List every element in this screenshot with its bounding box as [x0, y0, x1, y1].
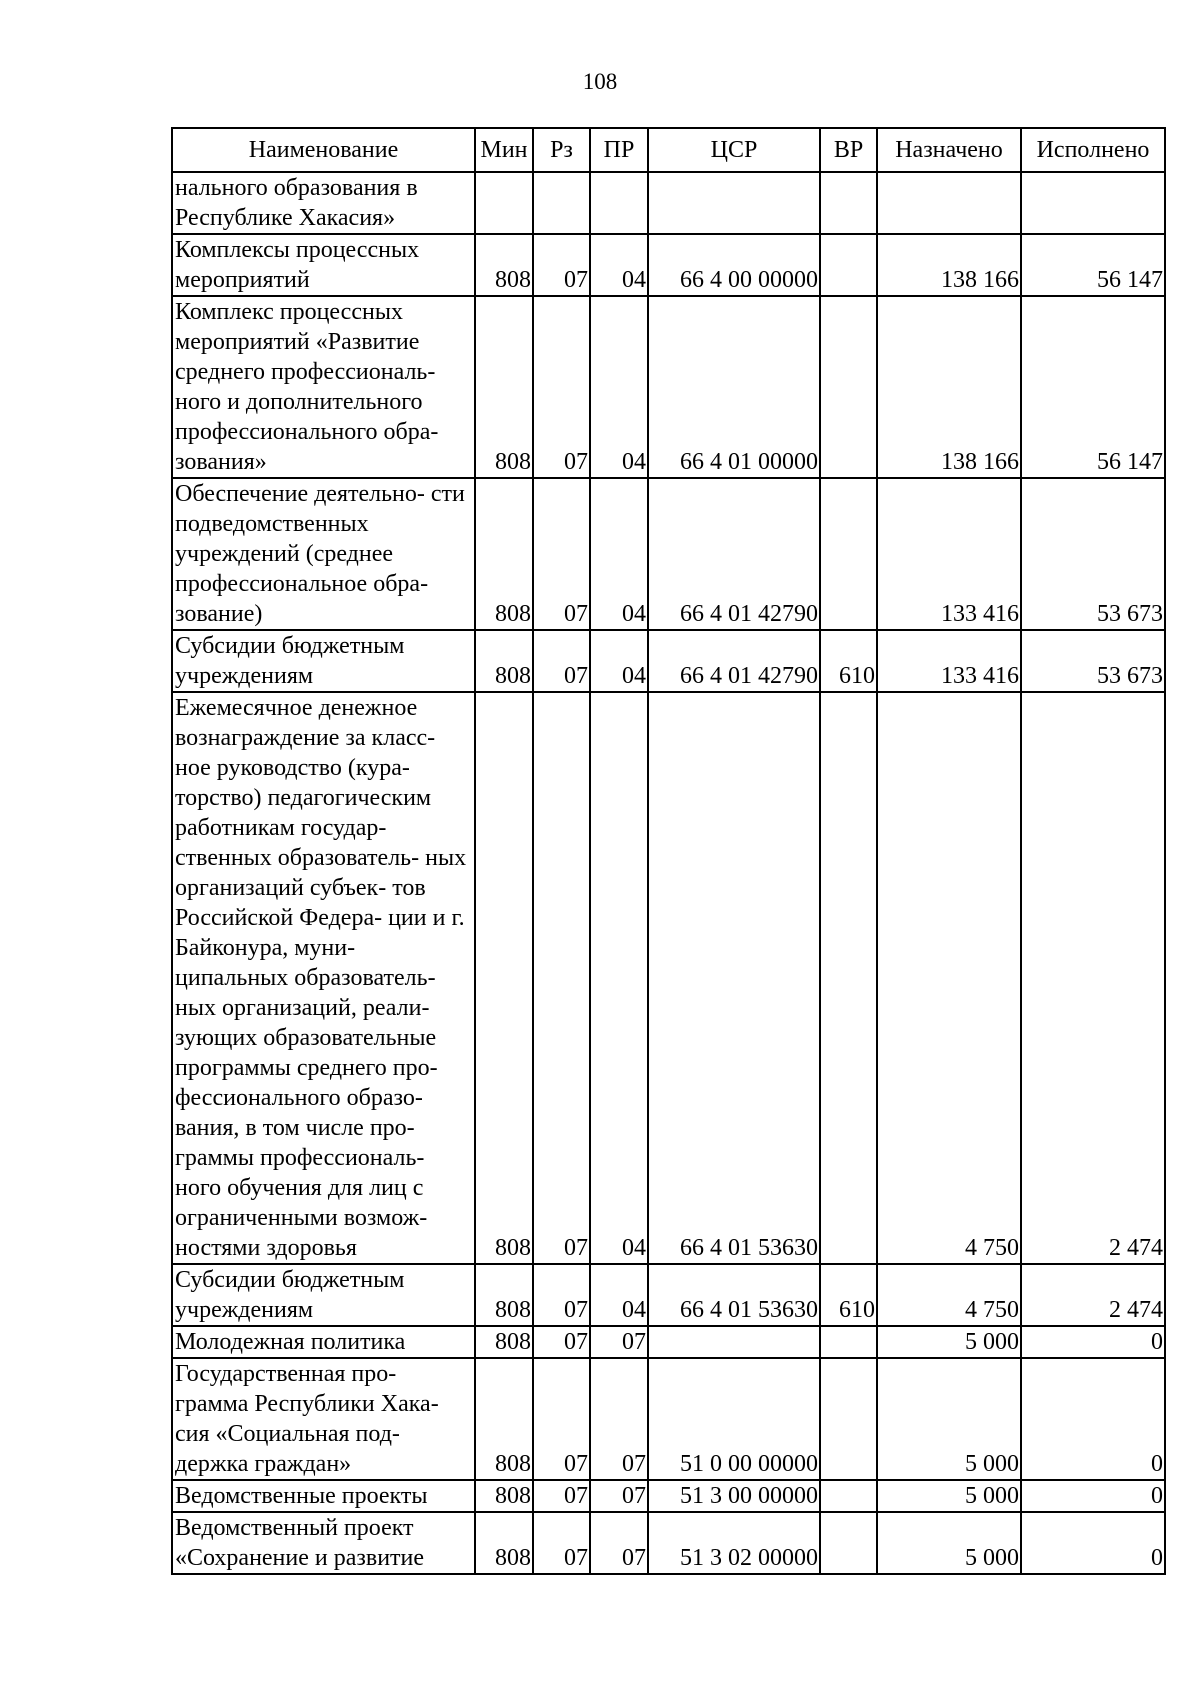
table-body — [172, 172, 1165, 1574]
cell-assigned: 5 000 — [877, 1512, 1021, 1574]
cell-name: Субсидии бюджетным учреждениям — [172, 630, 475, 692]
cell-assigned: 133 416 — [877, 478, 1021, 630]
cell-rz: 07 — [533, 1480, 590, 1512]
table-row — [172, 692, 1165, 1264]
cell-pr: 07 — [590, 1326, 648, 1358]
table-row — [172, 478, 1165, 630]
cell-csr — [648, 172, 820, 234]
table-row — [172, 1326, 1165, 1358]
cell-pr: 04 — [590, 478, 648, 630]
cell-name: Комплексы процессных мероприятий — [172, 234, 475, 296]
cell-name: Ведомственные проекты — [172, 1480, 475, 1512]
cell-executed: 2 474 — [1021, 692, 1165, 1264]
cell-executed: 53 673 — [1021, 478, 1165, 630]
cell-vr — [820, 692, 877, 1264]
cell-min: 808 — [475, 296, 533, 478]
cell-pr — [590, 172, 648, 234]
cell-vr: 610 — [820, 1264, 877, 1326]
budget-table — [171, 127, 1166, 1575]
cell-min: 808 — [475, 630, 533, 692]
table-row — [172, 1358, 1165, 1480]
cell-csr: 66 4 01 42790 — [648, 630, 820, 692]
page-number: 108 — [582, 69, 618, 94]
cell-min: 808 — [475, 478, 533, 630]
cell-assigned: 4 750 — [877, 1264, 1021, 1326]
cell-csr: 66 4 01 00000 — [648, 296, 820, 478]
cell-assigned — [877, 172, 1021, 234]
cell-min: 808 — [475, 1264, 533, 1326]
cell-vr — [820, 1358, 877, 1480]
cell-assigned: 138 166 — [877, 234, 1021, 296]
cell-min: 808 — [475, 692, 533, 1264]
cell-min: 808 — [475, 1480, 533, 1512]
table-row — [172, 1512, 1165, 1574]
table-row — [172, 630, 1165, 692]
cell-min: 808 — [475, 1326, 533, 1358]
cell-pr: 07 — [590, 1480, 648, 1512]
cell-rz: 07 — [533, 478, 590, 630]
header-pr: ПР — [590, 128, 648, 172]
cell-name: Субсидии бюджетным учреждениям — [172, 1264, 475, 1326]
table-row — [172, 234, 1165, 296]
table-row — [172, 1264, 1165, 1326]
cell-csr: 51 0 00 00000 — [648, 1358, 820, 1480]
cell-assigned: 5 000 — [877, 1358, 1021, 1480]
header-vr: ВР — [820, 128, 877, 172]
cell-vr — [820, 172, 877, 234]
cell-vr: 610 — [820, 630, 877, 692]
cell-executed: 0 — [1021, 1512, 1165, 1574]
table-row — [172, 172, 1165, 234]
cell-assigned: 5 000 — [877, 1326, 1021, 1358]
cell-name: Обеспечение деятельно- сти подведомственных учреждений (среднее профессиональное обра- зование) — [172, 478, 475, 630]
cell-assigned: 5 000 — [877, 1480, 1021, 1512]
cell-min: 808 — [475, 234, 533, 296]
cell-name: Ежемесячное денежное вознаграждение за класс- ное руководство (кура- торство) педагогическим работникам государ- ственных образователь- ных организаций субъек- тов Российской Федера- ции и г. Байконура, муни- ципальных образователь- ных организаций, реали- зующих образовательные программы среднего про- фессионального образо- вания, в том числе про- граммы профессиональ- ного обучения для лиц с ограниченными возмож- ностями здоровья — [172, 692, 475, 1264]
cell-vr — [820, 1326, 877, 1358]
cell-csr: 66 4 01 53630 — [648, 1264, 820, 1326]
cell-executed: 0 — [1021, 1358, 1165, 1480]
cell-pr: 04 — [590, 234, 648, 296]
cell-rz: 07 — [533, 296, 590, 478]
header-min: Мин — [475, 128, 533, 172]
cell-assigned: 138 166 — [877, 296, 1021, 478]
cell-min: 808 — [475, 1512, 533, 1574]
cell-vr — [820, 234, 877, 296]
cell-pr: 07 — [590, 1358, 648, 1480]
cell-name: нального образования в Республике Хакасия» — [172, 172, 475, 234]
cell-pr: 04 — [590, 630, 648, 692]
cell-executed: 56 147 — [1021, 296, 1165, 478]
header-name: Наименование — [172, 128, 475, 172]
cell-rz: 07 — [533, 692, 590, 1264]
cell-rz: 07 — [533, 1326, 590, 1358]
cell-pr: 04 — [590, 296, 648, 478]
cell-csr: 66 4 00 00000 — [648, 234, 820, 296]
cell-pr: 04 — [590, 1264, 648, 1326]
cell-name: Государственная про- грамма Республики Хака- сия «Социальная под- держка граждан» — [172, 1358, 475, 1480]
cell-vr — [820, 1480, 877, 1512]
header-csr: ЦСР — [648, 128, 820, 172]
cell-csr: 51 3 02 00000 — [648, 1512, 820, 1574]
cell-executed — [1021, 172, 1165, 234]
cell-rz: 07 — [533, 630, 590, 692]
table-row — [172, 296, 1165, 478]
cell-pr: 04 — [590, 692, 648, 1264]
header-assigned: Назначено — [877, 128, 1021, 172]
header-rz: Рз — [533, 128, 590, 172]
table-row — [172, 1480, 1165, 1512]
cell-rz: 07 — [533, 1264, 590, 1326]
cell-name: Ведомственный проект «Сохранение и развитие — [172, 1512, 475, 1574]
cell-csr — [648, 1326, 820, 1358]
cell-executed: 2 474 — [1021, 1264, 1165, 1326]
cell-executed: 0 — [1021, 1326, 1165, 1358]
cell-executed: 56 147 — [1021, 234, 1165, 296]
cell-assigned: 133 416 — [877, 630, 1021, 692]
cell-executed: 0 — [1021, 1480, 1165, 1512]
cell-rz: 07 — [533, 1512, 590, 1574]
table-header-row — [172, 128, 1165, 172]
cell-assigned: 4 750 — [877, 692, 1021, 1264]
cell-rz — [533, 172, 590, 234]
header-executed: Исполнено — [1021, 128, 1165, 172]
cell-min — [475, 172, 533, 234]
cell-vr — [820, 1512, 877, 1574]
cell-csr: 66 4 01 53630 — [648, 692, 820, 1264]
cell-pr: 07 — [590, 1512, 648, 1574]
cell-name: Комплекс процессных мероприятий «Развитие среднего профессиональ- ного и дополнительного профессионального обра- зования» — [172, 296, 475, 478]
cell-vr — [820, 296, 877, 478]
cell-executed: 53 673 — [1021, 630, 1165, 692]
cell-rz: 07 — [533, 1358, 590, 1480]
cell-vr — [820, 478, 877, 630]
cell-min: 808 — [475, 1358, 533, 1480]
cell-csr: 51 3 00 00000 — [648, 1480, 820, 1512]
cell-csr: 66 4 01 42790 — [648, 478, 820, 630]
cell-rz: 07 — [533, 234, 590, 296]
cell-name: Молодежная политика — [172, 1326, 475, 1358]
